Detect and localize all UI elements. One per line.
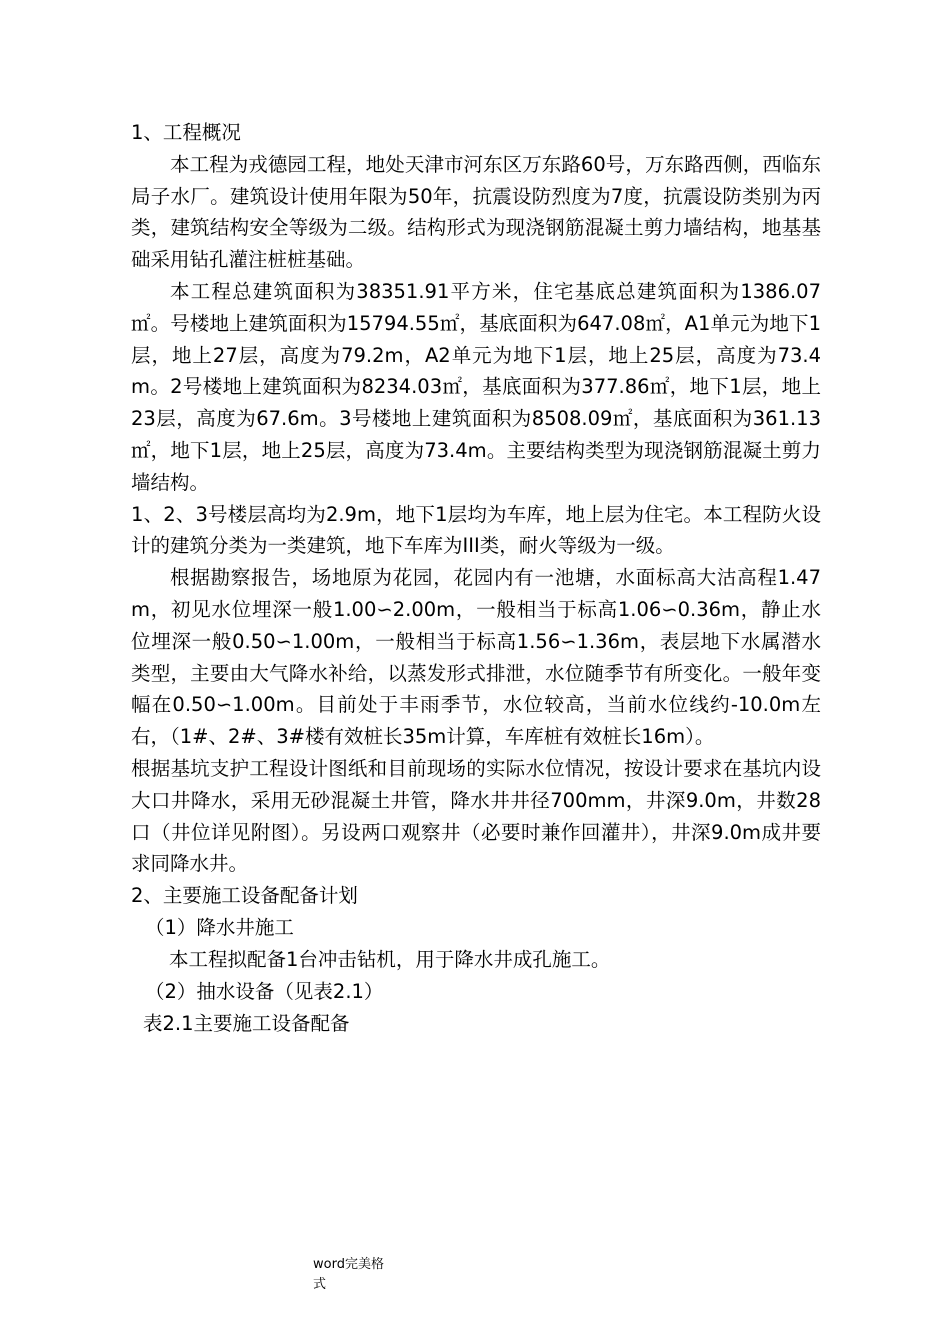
table-caption: 表2.1主要施工设备配备 [143,1012,350,1036]
footer-line-1: word完美格 [313,1257,384,1272]
section-heading-equipment-plan: 2、主要施工设备配备计划 [131,884,358,908]
paragraph-building-area: 本工程总建筑面积为38351.91平方米，住宅基底总建筑面积为1386.07㎡。号楼地上建筑面积为15794.55㎡，基底面积为647.08㎡，A1单元为地下1层，地上27层，高度为79.2m，A2单元为地下1层，地上25层，高度为73.4m。2号楼地上建筑面积为8234.03㎡，基底面积为377.86㎡，地下1层，地上23层，高度为67.6m。3号楼地上建筑面积为8508.09㎡，基底面积为361.13㎡，地下1层，地上25层，高度为73.4m。主要结构类型为现浇钢筋混凝土剪力墙结构。 [131,279,821,494]
paragraph-fire-classification: 1、2、3号楼层高均为2.9m，地下1层均为车库，地上层为住宅。本工程防火设计的建筑分类为一类建筑，地下车库为III类，耐火等级为一级。 [131,502,821,558]
page-footer [313,1255,413,1295]
paragraph-project-location: 本工程为戎德园工程，地处天津市河东区万东路60号，万东路西侧，西临东局子水厂。建筑设计使用年限为50年，抗震设防烈度为7度，抗震设防类别为丙类，建筑结构安全等级为二级。结构形式为现浇钢筋混凝土剪力墙结构，地基基础采用钻孔灌注桩桩基础。 [131,152,821,272]
paragraph-groundwater: 根据勘察报告，场地原为花园，花园内有一池塘，水面标高大沽高程1.47m，初见水位埋深一般1.00∽2.00m，一般相当于标高1.06∽0.36m，静止水位埋深一般0.50∽1.00m，一般相当于标高1.56∽1.36m，表层地下水属潜水类型，主要由大气降水补给，以蒸发形式排泄，水位随季节有所变化。一般年变幅在0.50∽1.00m。目前处于丰雨季节，水位较高，当前水位线约-10.0m左右，（1#、2#、3#楼有效桩长35m计算，车库桩有效桩长16m）。 [131,566,821,749]
document-body [131,117,821,1040]
section-heading-overview: 1、工程概况 [131,121,241,144]
paragraph-dewatering-design: 根据基坑支护工程设计图纸和目前现场的实际水位情况，按设计要求在基坑内设大口井降水，采用无砂混凝土井管，降水井井径700mm，井深9.0m，井数28口（井位详见附图）。另设两口观察井（必要时兼作回灌井），井深9.0m成井要求同降水井。 [131,756,821,876]
paragraph-drilling-rig: 本工程拟配备1台冲击钻机，用于降水井成孔施工。 [169,947,611,971]
subheading-pumping-equipment: （2）抽水设备（见表2.1） [145,979,384,1003]
footer-line-2: 式 [313,1277,327,1292]
subheading-well-construction: （1）降水井施工 [145,915,294,939]
